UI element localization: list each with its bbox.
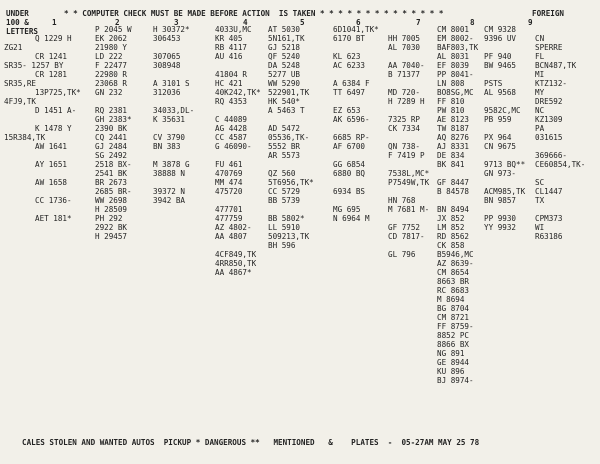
plate-entry: D 1451 A- — [35, 106, 77, 115]
plate-entry: 6170 BT — [333, 34, 366, 43]
plate-entry: AZ 8639- — [437, 259, 474, 268]
plate-entry: HH 7005 — [388, 34, 421, 43]
plate-entry: RC 8683 — [437, 286, 470, 295]
plate-entry: BJ 8974- — [437, 376, 474, 385]
plate-entry: FL — [535, 52, 545, 61]
column-number-7: 7 — [416, 18, 421, 27]
plate-entry: BW 9465 — [484, 61, 517, 70]
plate-entry: AG 4428 — [215, 124, 248, 133]
plate-entry: DRE592 — [535, 97, 563, 106]
column-number-3: 3 — [174, 18, 179, 27]
plate-entry: 9582C,MC — [484, 106, 521, 115]
header-100-label: 100 & — [6, 18, 29, 27]
plate-entry — [215, 241, 261, 250]
plate-entry — [535, 142, 585, 151]
plate-entry: AET 181* — [35, 214, 72, 223]
plate-entry: 7325 RP — [388, 115, 421, 124]
plate-entry: C 44089 — [215, 115, 248, 124]
plate-entry: M 3878 G — [153, 160, 190, 169]
plate-entry: AK 6596- — [333, 115, 370, 124]
plate-entry: PF 940 — [484, 52, 512, 61]
plate-entry: Q 1229 H — [35, 34, 72, 43]
plate-entry: WW 2698 — [95, 196, 128, 205]
plate-entry: SC — [535, 178, 545, 187]
plate-entry — [35, 61, 81, 70]
column-9 — [484, 25, 525, 232]
plate-entry: AU 416 — [215, 52, 243, 61]
column-5 — [268, 25, 314, 250]
plate-entry: 05536,TK- — [268, 133, 310, 142]
plate-entry — [153, 70, 194, 79]
plate-entry: GH 2383* — [95, 115, 132, 124]
plate-entry — [388, 52, 429, 61]
plate-entry: 5277 UB — [268, 70, 301, 79]
plate-entry: 6934 BS — [333, 187, 366, 196]
plate-entry — [333, 196, 379, 205]
column-number-1: 1 — [52, 18, 57, 27]
plate-entry — [535, 169, 585, 178]
plate-entry: PX 964 — [484, 133, 512, 142]
plate-entry: 5T6956,TK* — [268, 178, 314, 187]
plate-entry: AY 1651 — [35, 160, 68, 169]
plate-entry: 308948 — [153, 61, 181, 70]
plate-entry: 34033,DL- — [153, 106, 195, 115]
plate-entry: EZ 653 — [333, 106, 361, 115]
plate-entry: AA 4807 — [215, 232, 248, 241]
plate-entry: DE 834 — [437, 151, 465, 160]
plate-entry: PP 8041- — [437, 70, 474, 79]
plate-entry — [484, 178, 525, 187]
plate-entry: 41804 R — [215, 70, 248, 79]
plate-entry: NC — [535, 106, 545, 115]
plate-entry: 306453 — [153, 34, 181, 43]
plate-entry: 9396 UV — [484, 34, 517, 43]
plate-entry — [153, 151, 194, 160]
plate-entry — [35, 169, 81, 178]
plate-entry: AR 5573 — [268, 151, 301, 160]
plate-entry: FF 8759- — [437, 322, 474, 331]
plate-entry: 509213,TK — [268, 232, 310, 241]
plate-entry: 6880 BQ — [333, 169, 366, 178]
column-2 — [95, 25, 132, 241]
plate-entry: JX 852 — [437, 214, 465, 223]
plate-entry — [35, 151, 81, 160]
plate-entry: 8852 PC — [437, 331, 470, 340]
plate-entry: 3942 BA — [153, 196, 186, 205]
plate-entry: PA — [535, 124, 545, 133]
plate-entry: AA 4867* — [215, 268, 252, 277]
plate-entry: TW 8187 — [437, 124, 470, 133]
plate-entry: RQ 2381 — [95, 106, 128, 115]
plate-entry — [388, 25, 429, 34]
plate-entry: 2518 BX- — [95, 160, 132, 169]
plate-entry: AW 1641 — [35, 142, 68, 151]
plate-entry: H 28509 — [95, 205, 128, 214]
plate-entry: SR35,RE — [4, 79, 37, 88]
column-number-4: 4 — [243, 18, 248, 27]
plate-entry: CC 5729 — [268, 187, 301, 196]
plate-entry — [153, 124, 194, 133]
column-8 — [437, 25, 478, 385]
plate-entry: AE 8123 — [437, 115, 470, 124]
plate-entry: PP 9930 — [484, 214, 517, 223]
plate-entry: CL1447 — [535, 187, 563, 196]
plate-entry: GE 8944 — [437, 358, 470, 367]
plate-entry — [268, 205, 314, 214]
plate-entry: BN 9857 — [484, 196, 517, 205]
plate-entry: ACM985,TK — [484, 187, 526, 196]
plate-entry: CQ 2441 — [95, 133, 128, 142]
plate-entry: KZ1309 — [535, 115, 563, 124]
plate-entry: CD 7817- — [388, 232, 425, 241]
plate-entry: FF 810 — [437, 97, 465, 106]
plate-entry: 7538L,MC* — [388, 169, 430, 178]
plate-entry: KR 405 — [215, 34, 243, 43]
footer-caption: CALES STOLEN AND WANTED AUTOS PICKUP * DANGEROUS ** MENTIONED & PLATES - 05-27AM MAY 25 78 — [22, 438, 480, 447]
plate-entry — [333, 124, 379, 133]
plate-entry: M 8694 — [437, 295, 465, 304]
plate-entry: AC 6233 — [333, 61, 366, 70]
column-foreign — [535, 25, 585, 241]
plate-entry: 38888 N — [153, 169, 186, 178]
plate-entry: AL 8031 — [437, 52, 470, 61]
plate-entry: AW 1658 — [35, 178, 68, 187]
plate-entry: CM 9328 — [484, 25, 517, 34]
plate-entry: B5946,MC — [437, 250, 474, 259]
plate-entry: MI — [535, 70, 545, 79]
column-number-6: 6 — [356, 18, 361, 27]
plate-entry — [35, 79, 81, 88]
column-4 — [215, 25, 261, 277]
plate-entry — [153, 43, 194, 52]
plate-entry: HN 768 — [388, 196, 416, 205]
plate-entry — [484, 70, 525, 79]
plate-entry: CC 1736- — [35, 196, 72, 205]
plate-entry: 477759 — [215, 214, 243, 223]
plate-entry — [268, 115, 314, 124]
plate-entry: BH 596 — [268, 241, 296, 250]
plate-entry — [535, 205, 585, 214]
plate-entry — [388, 241, 429, 250]
plate-entry: PB 959 — [484, 115, 512, 124]
plate-entry: SG 2492 — [95, 151, 128, 160]
plate-entry: EF 8039 — [437, 61, 470, 70]
plate-entry: 9713 BQ** — [484, 160, 526, 169]
plate-entry: 477701 — [215, 205, 243, 214]
plate-entry: MD 720- — [388, 88, 421, 97]
plate-entry: CK 858 — [437, 241, 465, 250]
column-number-2: 2 — [115, 18, 120, 27]
plate-entry: 40K242,TK* — [215, 88, 261, 97]
plate-entry: HK 540* — [268, 97, 301, 106]
plate-entry: PH 292 — [95, 214, 123, 223]
column-3 — [153, 25, 194, 205]
plate-entry: QZ 560 — [268, 169, 296, 178]
plate-entry: GF 7752 — [388, 223, 421, 232]
plate-entry — [35, 43, 81, 52]
plate-entry — [388, 79, 429, 88]
plate-entry: R63186 — [535, 232, 563, 241]
plate-entry: MM 474 — [215, 178, 243, 187]
plate-entry: CM 8654 — [437, 268, 470, 277]
plate-entry: LL 5910 — [268, 223, 301, 232]
plate-entry: GL 796 — [388, 250, 416, 259]
plate-entry: CR 1241 — [35, 52, 68, 61]
plate-entry — [333, 97, 379, 106]
plate-entry: K 35631 — [153, 115, 186, 124]
plate-entry: 2390 BK — [95, 124, 128, 133]
plate-entry — [35, 187, 81, 196]
plate-entry: GJ 5218 — [268, 43, 301, 52]
plate-entry — [35, 133, 81, 142]
plate-entry: GN 973- — [484, 169, 517, 178]
plate-entry: AL 9568 — [484, 88, 517, 97]
plate-entry: BG 8704 — [437, 304, 470, 313]
plate-entry: 522901,TK — [268, 88, 310, 97]
plate-entry: BCN487,TK — [535, 61, 577, 70]
plate-entry: GF 8447 — [437, 178, 470, 187]
plate-entry: EM 8002- — [437, 34, 474, 43]
plate-entry: WI — [535, 223, 545, 232]
plate-entry: AD 5472 — [268, 124, 301, 133]
header-letters-label: LETTERS — [6, 27, 39, 36]
plate-entry: 4CF849,TK — [215, 250, 257, 259]
plate-entry: F 22477 — [95, 61, 128, 70]
plate-entry: KU 896 — [437, 367, 465, 376]
plate-entry: 22980 R — [95, 70, 128, 79]
plate-entry: 8866 BX — [437, 340, 470, 349]
header-under-label: UNDER — [6, 9, 29, 18]
plate-entry: DA 5248 — [268, 61, 301, 70]
plate-entry: HC 421 — [215, 79, 243, 88]
plate-entry: LD 222 — [95, 52, 123, 61]
plate-entry: 39372 N — [153, 187, 186, 196]
plate-entry: M 7681 M- — [388, 205, 430, 214]
plate-entry — [35, 115, 81, 124]
plate-entry: KL 623 — [333, 52, 361, 61]
column-number-9: 9 — [528, 18, 533, 27]
plate-entry: 2922 BK — [95, 223, 128, 232]
plate-entry: BR 2673 — [95, 178, 128, 187]
plate-entry — [153, 97, 194, 106]
plate-entry: RB 4117 — [215, 43, 248, 52]
plate-entry — [215, 61, 261, 70]
plate-entry — [484, 97, 525, 106]
plate-entry: BN 8494 — [437, 205, 470, 214]
plate-entry: 6685 RP- — [333, 133, 370, 142]
plate-entry: LN 808 — [437, 79, 465, 88]
plate-entry — [535, 25, 585, 34]
plate-entry: H 7289 H — [388, 97, 425, 106]
plate-entry — [215, 196, 261, 205]
plate-entry: KTZ132- — [535, 79, 568, 88]
plate-entry: PSTS — [484, 79, 503, 88]
plate-entry: P 2045 W — [95, 25, 132, 34]
column-7 — [388, 25, 429, 259]
plate-entry: 23068 R — [95, 79, 128, 88]
plate-entry — [388, 160, 429, 169]
header-foreign-label: FOREIGN — [532, 9, 565, 18]
plate-entry — [484, 43, 525, 52]
plate-entry: YY 9932 — [484, 223, 517, 232]
header-banner: * * COMPUTER CHECK MUST BE MADE BEFORE ACTION IS TAKEN * * * * * * * * * * * * * * — [64, 9, 444, 18]
plate-entry: TT 6497 — [333, 88, 366, 97]
plate-entry: ZG21 — [4, 43, 23, 52]
plate-entry: 5552 BR — [268, 142, 301, 151]
plate-entry: BB 5739 — [268, 196, 301, 205]
plate-entry: F 7419 P — [388, 151, 425, 160]
plate-entry: 2685 BR- — [95, 187, 132, 196]
plate-entry: BN 383 — [153, 142, 181, 151]
plate-entry: CR 1281 — [35, 70, 68, 79]
plate-entry — [484, 124, 525, 133]
plate-entry: A 6384 F — [333, 79, 370, 88]
plate-entry: BAF803,TK — [437, 43, 479, 52]
plate-entry: WW 5290 — [268, 79, 301, 88]
plate-entry: B 84578 — [437, 187, 470, 196]
plate-entry: AA 7040- — [388, 61, 425, 70]
plate-entry — [268, 160, 314, 169]
plate-entry: A 5463 T — [268, 106, 305, 115]
plate-entry: SPERRE — [535, 43, 563, 52]
plate-entry: H 29457 — [95, 232, 128, 241]
plate-entry — [484, 205, 525, 214]
plate-entry: LM 852 — [437, 223, 465, 232]
plate-entry: CN — [535, 34, 545, 43]
column-number-8: 8 — [470, 18, 475, 27]
plate-entry: K 1478 Y — [35, 124, 72, 133]
plate-entry: 21980 Y — [95, 43, 128, 52]
plate-entry: NG 891 — [437, 349, 465, 358]
plate-entry: BB 5802* — [268, 214, 305, 223]
plate-entry: CK 7334 — [388, 124, 421, 133]
plate-entry: 4033U,MC — [215, 25, 252, 34]
plate-entry — [35, 97, 81, 106]
plate-entry: CN 9675 — [484, 142, 517, 151]
plate-entry — [437, 169, 478, 178]
plate-entry: RD 8562 — [437, 232, 470, 241]
plate-entry: EK 2062 — [95, 34, 128, 43]
plate-entry — [333, 43, 379, 52]
plate-entry — [95, 97, 132, 106]
plate-entry: MG 695 — [333, 205, 361, 214]
plate-entry: A 3101 S — [153, 79, 190, 88]
plate-entry: N 6964 M — [333, 214, 370, 223]
plate-entry: CM 8721 — [437, 313, 470, 322]
plate-entry: PW 810 — [437, 106, 465, 115]
plate-entry: 5N161,TK — [268, 34, 305, 43]
column-1 — [35, 25, 81, 223]
plate-entry: 4FJ9,TK — [4, 97, 37, 106]
plate-entry: CE60854,TK- — [535, 160, 586, 169]
plate-entry: 2541 BK — [95, 169, 128, 178]
column-6 — [333, 25, 379, 223]
plate-entry — [437, 196, 478, 205]
plate-entry — [388, 106, 429, 115]
plate-entry: G 46090- — [215, 142, 252, 151]
plate-entry: 470769 — [215, 169, 243, 178]
plate-entry: GN 232 — [95, 88, 123, 97]
plate-entry — [484, 151, 525, 160]
plate-entry: P7549W,TK — [388, 178, 430, 187]
plate-entry: 475720 — [215, 187, 243, 196]
plate-entry: GJ 2484 — [95, 142, 128, 151]
plate-entry: 8663 BR — [437, 277, 470, 286]
plate-entry: BK 841 — [437, 160, 465, 169]
plate-entry: TX — [535, 196, 545, 205]
column-number-5: 5 — [300, 18, 305, 27]
plate-entry: 307065 — [153, 52, 181, 61]
plate-entry: 6D1041,TK* — [333, 25, 379, 34]
plate-entry — [215, 106, 261, 115]
plate-entry: FU 461 — [215, 160, 243, 169]
plate-entry: 312036 — [153, 88, 181, 97]
plate-entry: SR35- 1257 BY — [4, 61, 64, 70]
plate-entry: 13P725,TK* — [35, 88, 81, 97]
plate-entry — [388, 214, 429, 223]
plate-entry — [388, 187, 429, 196]
plate-entry: QN 738- — [388, 142, 421, 151]
plate-entry — [35, 205, 81, 214]
plate-entry: AF 6700 — [333, 142, 366, 151]
plate-entry: 4RR850,TK — [215, 259, 257, 268]
plate-entry: CV 3790 — [153, 133, 186, 142]
plate-entry: CC 4587 — [215, 133, 248, 142]
plate-entry: B 71377 — [388, 70, 421, 79]
plate-entry: 369666- — [535, 151, 568, 160]
plate-entry: 15R384,TK — [4, 133, 46, 142]
plate-entry: RQ 4353 — [215, 97, 248, 106]
plate-entry — [333, 151, 379, 160]
plate-entry: AZ 4802- — [215, 223, 252, 232]
plate-entry — [153, 178, 194, 187]
plate-entry — [215, 151, 261, 160]
plate-entry: CPM373 — [535, 214, 563, 223]
plate-entry — [388, 133, 429, 142]
plate-entry: AT 5030 — [268, 25, 301, 34]
plate-entry: GG 6854 — [333, 160, 366, 169]
plate-entry: MY — [535, 88, 545, 97]
plate-entry: 031615 — [535, 133, 563, 142]
plate-entry: H 30372* — [153, 25, 190, 34]
plate-entry: AQ 8276 — [437, 133, 470, 142]
plate-entry: CM 8001 — [437, 25, 470, 34]
plate-entry: BO8SG,MC — [437, 88, 474, 97]
plate-entry — [35, 25, 81, 34]
plate-entry: AL 7030 — [388, 43, 421, 52]
plate-entry — [333, 178, 379, 187]
plate-entry — [333, 70, 379, 79]
plate-entry: QF 5240 — [268, 52, 301, 61]
plate-entry: AJ 8331 — [437, 142, 470, 151]
